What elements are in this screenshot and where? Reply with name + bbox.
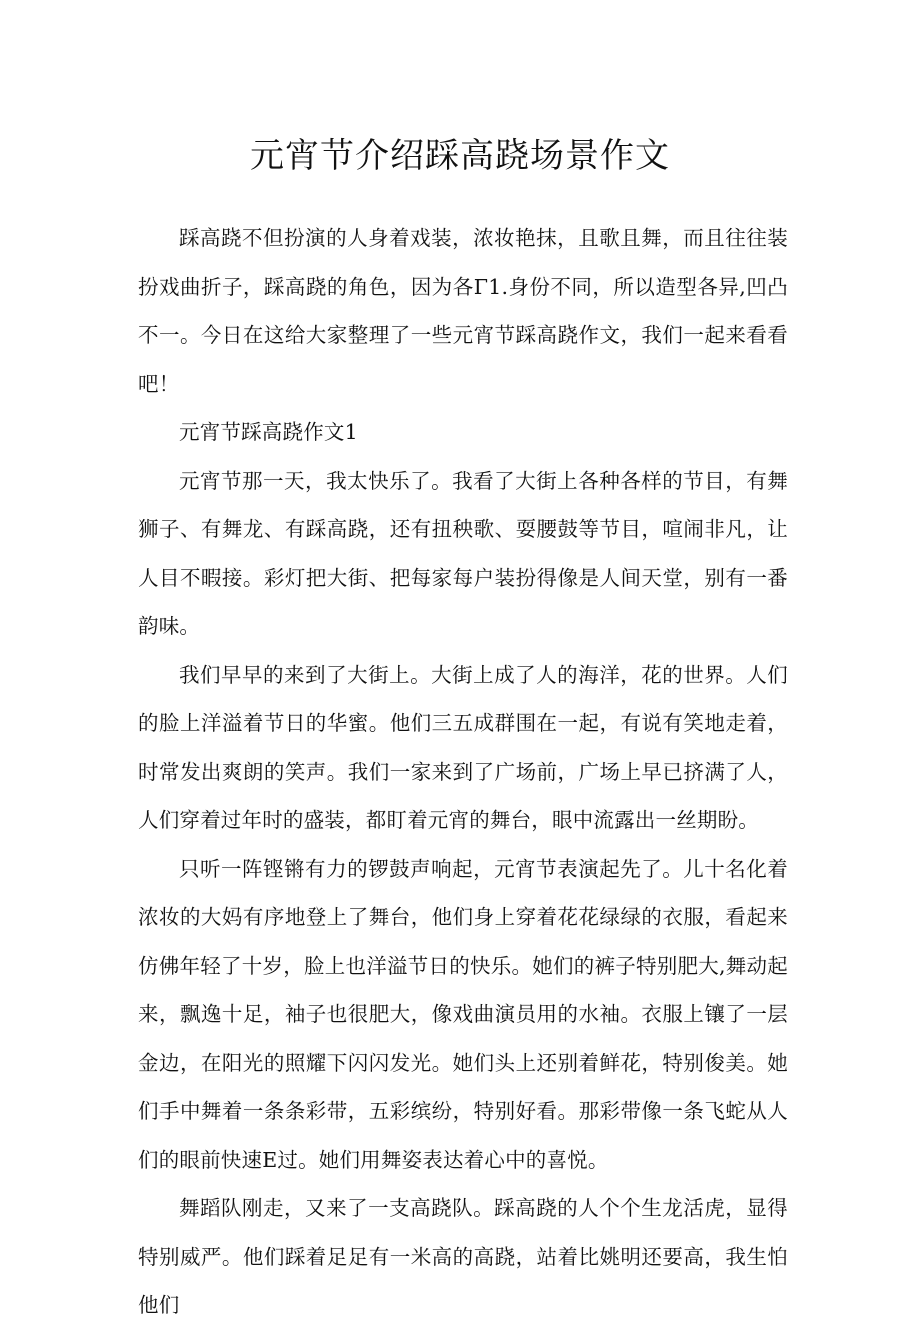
paragraph: 只听一阵铿锵有力的锣鼓声响起，元宵节表演起先了。儿十名化着浓妆的大妈有序地登上了舞台，他们身上穿着花花绿绿的衣服，看起来仿佛年轻了十岁，脸上也洋溢节日的快乐。她们的裤子特别肥大,舞动起来，飘逸十足，袖子也很肥大，像戏曲演员用的水袖。衣服上镶了一层金边，在阳光的照耀下闪闪发光。她们头上还别着鲜花，特别俊美。她们手中舞着一条条彩带，五彩缤纷，特别好看。那彩带像一条飞蛇从人们的眼前快速E过。她们用舞姿表达着心中的喜悦。 [138, 856, 788, 1172]
document-body [138, 214, 788, 1330]
document-title: 元宵节介绍踩高跷场景作文 [250, 136, 670, 176]
paragraph-intro: 踩高跷不但扮演的人身着戏装，浓妆艳抹，且歌且舞，而且往往装扮戏曲折子，踩高跷的角色，因为各Γ1.身份不同，所以造型各异,凹凸不一。今日在这给大家整理了一些元宵节踩高跷作文，我们一起来看看吧！ [138, 226, 788, 396]
section-heading: 元宵节踩高跷作文1 [179, 420, 358, 444]
paragraph: 元宵节那一天，我太快乐了。我看了大街上各种各样的节目，有舞狮子、有舞龙、有踩高跷，还有扭秧歌、耍腰鼓等节目，喧闹非凡，让人目不暇接。彩灯把大街、把每家每户装扮得像是人间天堂，别有一番韵味。 [138, 468, 788, 638]
paragraph: 我们早早的来到了大街上。大街上成了人的海洋，花的世界。人们的脸上洋溢着节日的华蜜。他们三五成群围在一起，有说有笑地走着，时常发出爽朗的笑声。我们一家来到了广场前，广场上早已挤满了人，人们穿着过年时的盛装，都盯着元宵的舞台，眼中流露出一丝期盼。 [138, 662, 788, 832]
paragraph: 舞蹈队刚走，又来了一支高跷队。踩高跷的人个个生龙活虎，显得特别威严。他们踩着足足有一米高的高跷，站着比姚明还要高，我生怕他们 [138, 1196, 788, 1317]
